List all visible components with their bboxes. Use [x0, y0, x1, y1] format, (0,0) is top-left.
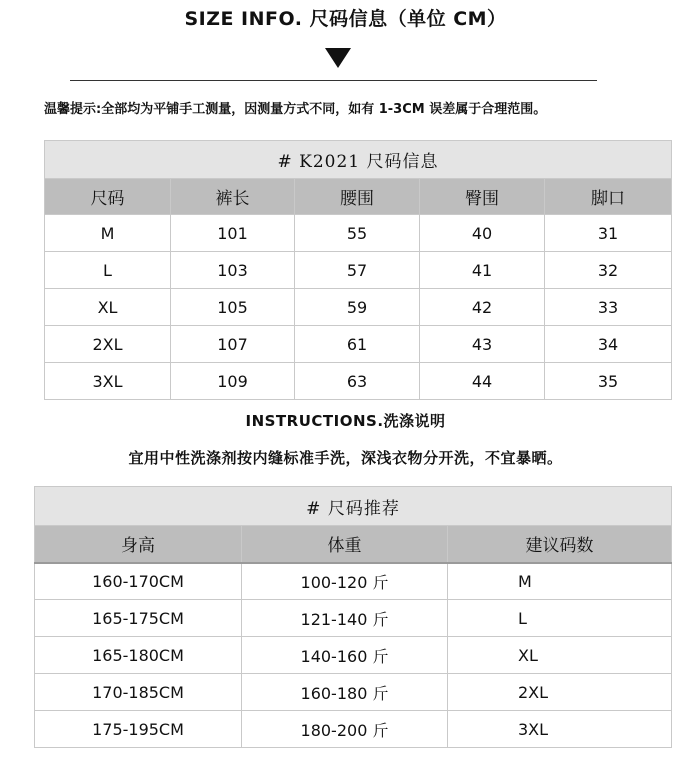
table-cell: L: [45, 252, 171, 289]
table-cell: 31: [545, 215, 672, 252]
column-header: 身高: [35, 526, 242, 563]
table-cell: 170-185CM: [35, 674, 242, 711]
table-cell: 57: [295, 252, 420, 289]
table-cell: 61: [295, 326, 420, 363]
table-row: [45, 289, 672, 326]
column-header: 臀围: [420, 179, 545, 215]
table-row: [45, 215, 672, 252]
table-row: [35, 600, 672, 637]
column-header: 建议码数: [448, 526, 672, 563]
instructions-title: INSTRUCTIONS.洗涤说明: [245, 412, 446, 430]
table-row: [35, 563, 672, 600]
column-header: 尺码: [45, 179, 171, 215]
page-title: SIZE INFO. 尺码信息（单位 CM）: [184, 8, 507, 30]
table-cell: 2XL: [448, 674, 672, 711]
table-cell: 180-200 斤: [242, 711, 448, 748]
table-row: [35, 674, 672, 711]
table-cell: 59: [295, 289, 420, 326]
table-cell: 33: [545, 289, 672, 326]
table-cell: 3XL: [448, 711, 672, 748]
column-header: 裤长: [171, 179, 295, 215]
table-cell: 140-160 斤: [242, 637, 448, 674]
table-row: [45, 363, 672, 400]
table-row: [45, 326, 672, 363]
size-info-table: [44, 140, 672, 400]
table-cell: 34: [545, 326, 672, 363]
table-cell: 107: [171, 326, 295, 363]
table-row: [35, 711, 672, 748]
table-cell: 41: [420, 252, 545, 289]
table-header-row: [35, 526, 672, 563]
table-cell: 165-175CM: [35, 600, 242, 637]
table-cell: 160-170CM: [35, 563, 242, 600]
rec-table-caption: # 尺码推荐: [35, 487, 672, 526]
table-cell: 43: [420, 326, 545, 363]
instructions-text: 宜用中性洗涤剂按内缝标准手洗，深浅衣物分开洗，不宜暴晒。: [128, 449, 563, 467]
table-cell: L: [448, 600, 672, 637]
down-triangle-icon: [325, 48, 351, 68]
table-cell: 44: [420, 363, 545, 400]
table-cell: 109: [171, 363, 295, 400]
table-caption-row: [35, 487, 672, 526]
table-cell: 175-195CM: [35, 711, 242, 748]
table-cell: 63: [295, 363, 420, 400]
table-row: [45, 252, 672, 289]
table-cell: 101: [171, 215, 295, 252]
table-cell: 2XL: [45, 326, 171, 363]
table-cell: XL: [448, 637, 672, 674]
column-header: 腰围: [295, 179, 420, 215]
table-cell: 40: [420, 215, 545, 252]
divider: [70, 80, 597, 81]
table-header-row: [45, 179, 672, 215]
table-row: [35, 637, 672, 674]
table-cell: 103: [171, 252, 295, 289]
table-cell: 35: [545, 363, 672, 400]
table-cell: XL: [45, 289, 171, 326]
size-table-caption: # K2021 尺码信息: [45, 141, 672, 179]
table-cell: M: [45, 215, 171, 252]
column-header: 体重: [242, 526, 448, 563]
table-cell: 160-180 斤: [242, 674, 448, 711]
column-header: 脚口: [545, 179, 672, 215]
table-cell: 121-140 斤: [242, 600, 448, 637]
table-cell: 3XL: [45, 363, 171, 400]
table-cell: 42: [420, 289, 545, 326]
table-cell: 100-120 斤: [242, 563, 448, 600]
table-cell: 165-180CM: [35, 637, 242, 674]
measurement-tip: 温馨提示:全部均为平铺手工测量，因测量方式不同，如有 1-3CM 误差属于合理范围。: [44, 102, 547, 117]
table-caption-row: [45, 141, 672, 179]
size-recommendation-table: [34, 486, 672, 748]
table-cell: 105: [171, 289, 295, 326]
table-cell: 32: [545, 252, 672, 289]
table-cell: 55: [295, 215, 420, 252]
table-cell: M: [448, 563, 672, 600]
